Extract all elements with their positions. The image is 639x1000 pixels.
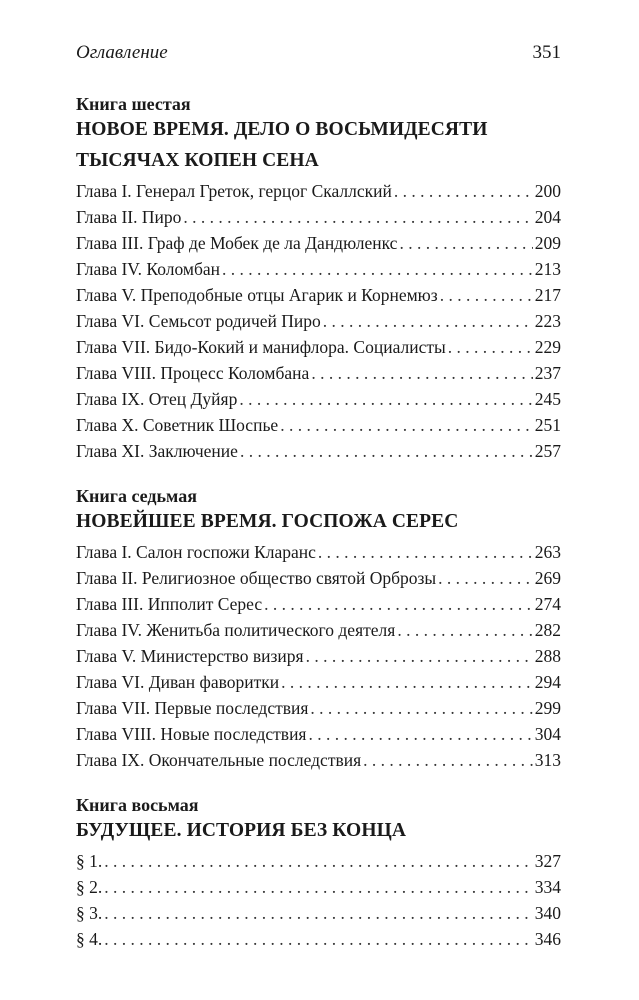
dot-leader <box>104 900 533 926</box>
dot-leader <box>323 308 533 334</box>
toc-entry <box>76 308 561 334</box>
toc-entry <box>76 669 561 695</box>
chapter-page-number: 209 <box>534 233 561 253</box>
chapter-title: § 1. <box>76 851 103 871</box>
chapter-title: Глава VI. Семьсот родичей Пиро <box>76 311 321 331</box>
chapter-title: Глава IV. Коломбан <box>76 259 221 279</box>
chapter-title: Глава I. Генерал Греток, герцог Скаллский <box>76 181 392 201</box>
chapter-page-number: 282 <box>534 620 561 640</box>
toc-entry <box>76 848 561 874</box>
chapter-title: § 3. <box>76 903 103 923</box>
chapter-page-number: 223 <box>534 311 561 331</box>
dot-leader <box>440 282 533 308</box>
dot-leader <box>448 334 533 360</box>
chapter-page-number: 200 <box>534 181 561 201</box>
chapter-page-number: 346 <box>534 929 561 949</box>
chapter-title: Глава VII. Первые последствия <box>76 698 309 718</box>
book-title: БУДУЩЕЕ. ИСТОРИЯ БЕЗ КОНЦА <box>76 820 407 841</box>
dot-leader <box>104 874 533 900</box>
dot-leader <box>363 747 533 773</box>
dot-leader <box>183 204 532 230</box>
chapter-page-number: 313 <box>534 750 561 770</box>
chapter-title: Глава IV. Женитьба политического деятеля <box>76 620 396 640</box>
book-section <box>76 92 561 464</box>
chapter-title: Глава IX. Отец Дуйяр <box>76 389 238 409</box>
dot-leader <box>318 539 533 565</box>
toc-entry <box>76 695 561 721</box>
toc-entry <box>76 900 561 926</box>
chapter-title: Глава VIII. Процесс Коломбана <box>76 363 310 383</box>
toc-entry <box>76 438 561 464</box>
chapter-page-number: 288 <box>534 646 561 666</box>
toc-entry <box>76 643 561 669</box>
dot-leader <box>399 230 532 256</box>
toc-entry <box>76 282 561 308</box>
dot-leader <box>308 721 532 747</box>
chapter-title: Глава VII. Бидо-Кокий и манифлора. Социалисты <box>76 337 446 357</box>
chapter-title: Глава V. Преподобные отцы Агарик и Корнемюз <box>76 285 438 305</box>
toc-entry <box>76 591 561 617</box>
book-title: НОВЕЙШЕЕ ВРЕМЯ. ГОСПОЖА СЕРЕС <box>76 511 459 532</box>
chapter-page-number: 269 <box>534 568 561 588</box>
toc-entry <box>76 874 561 900</box>
dot-leader <box>281 669 533 695</box>
toc-entry <box>76 617 561 643</box>
dot-leader <box>310 695 532 721</box>
chapter-page-number: 245 <box>534 389 561 409</box>
page-number: 351 <box>532 42 561 63</box>
dot-leader <box>264 591 533 617</box>
running-header-title: Оглавление <box>76 42 168 63</box>
toc-entry <box>76 256 561 282</box>
book-label: Книга шестая <box>76 94 191 114</box>
chapter-title: Глава V. Министерство визиря <box>76 646 304 666</box>
chapter-title: Глава IX. Окончательные последствия <box>76 750 362 770</box>
chapter-page-number: 327 <box>534 851 561 871</box>
dot-leader <box>222 256 533 282</box>
chapter-page-number: 263 <box>534 542 561 562</box>
chapter-title: Глава II. Пиро <box>76 207 182 227</box>
chapter-title: Глава III. Ипполит Серес <box>76 594 263 614</box>
toc-entry <box>76 360 561 386</box>
chapter-page-number: 217 <box>534 285 561 305</box>
dot-leader <box>280 412 533 438</box>
dot-leader <box>240 438 533 464</box>
chapter-page-number: 334 <box>534 877 561 897</box>
toc-entry <box>76 721 561 747</box>
toc-entry <box>76 178 561 204</box>
chapter-page-number: 251 <box>534 415 561 435</box>
chapter-title: Глава II. Религиозное общество святой Орброзы <box>76 568 437 588</box>
toc-entry <box>76 334 561 360</box>
dot-leader <box>104 848 533 874</box>
chapter-list <box>76 539 561 773</box>
toc-entry <box>76 204 561 230</box>
chapter-page-number: 340 <box>534 903 561 923</box>
chapter-page-number: 237 <box>534 363 561 383</box>
dot-leader <box>397 617 532 643</box>
toc-entry <box>76 926 561 952</box>
table-of-contents <box>76 92 561 972</box>
chapter-title: Глава I. Салон госпожи Кларанс <box>76 542 316 562</box>
dot-leader <box>394 178 533 204</box>
toc-entry <box>76 565 561 591</box>
dot-leader <box>306 643 533 669</box>
dot-leader <box>311 360 532 386</box>
chapter-list <box>76 178 561 464</box>
book-title: НОВОЕ ВРЕМЯ. ДЕЛО О ВОСЬМИДЕСЯТИ <box>76 119 488 140</box>
chapter-title: Глава X. Советник Шоспье <box>76 415 279 435</box>
chapter-page-number: 213 <box>534 259 561 279</box>
chapter-page-number: 299 <box>534 698 561 718</box>
chapter-title: § 4. <box>76 929 103 949</box>
chapter-list <box>76 848 561 952</box>
book-section <box>76 793 561 952</box>
book-title: ТЫСЯЧАХ КОПЕН СЕНА <box>76 150 319 171</box>
toc-entry <box>76 747 561 773</box>
chapter-page-number: 294 <box>534 672 561 692</box>
running-header <box>76 42 561 64</box>
chapter-title: Глава VIII. Новые последствия <box>76 724 307 744</box>
chapter-page-number: 304 <box>534 724 561 744</box>
dot-leader <box>239 386 532 412</box>
toc-entry <box>76 539 561 565</box>
chapter-page-number: 257 <box>534 441 561 461</box>
book-label: Книга седьмая <box>76 486 197 506</box>
chapter-page-number: 274 <box>534 594 561 614</box>
chapter-page-number: 204 <box>534 207 561 227</box>
book-label: Книга восьмая <box>76 795 199 815</box>
toc-entry <box>76 386 561 412</box>
chapter-title: Глава XI. Заключение <box>76 441 238 461</box>
chapter-title: Глава VI. Диван фаворитки <box>76 672 280 692</box>
book-section <box>76 484 561 773</box>
toc-entry <box>76 230 561 256</box>
toc-entry <box>76 412 561 438</box>
chapter-page-number: 229 <box>534 337 561 357</box>
chapter-title: § 2. <box>76 877 103 897</box>
dot-leader <box>438 565 533 591</box>
chapter-title: Глава III. Граф де Мобек де ла Дандюленкс <box>76 233 398 253</box>
dot-leader <box>104 926 533 952</box>
